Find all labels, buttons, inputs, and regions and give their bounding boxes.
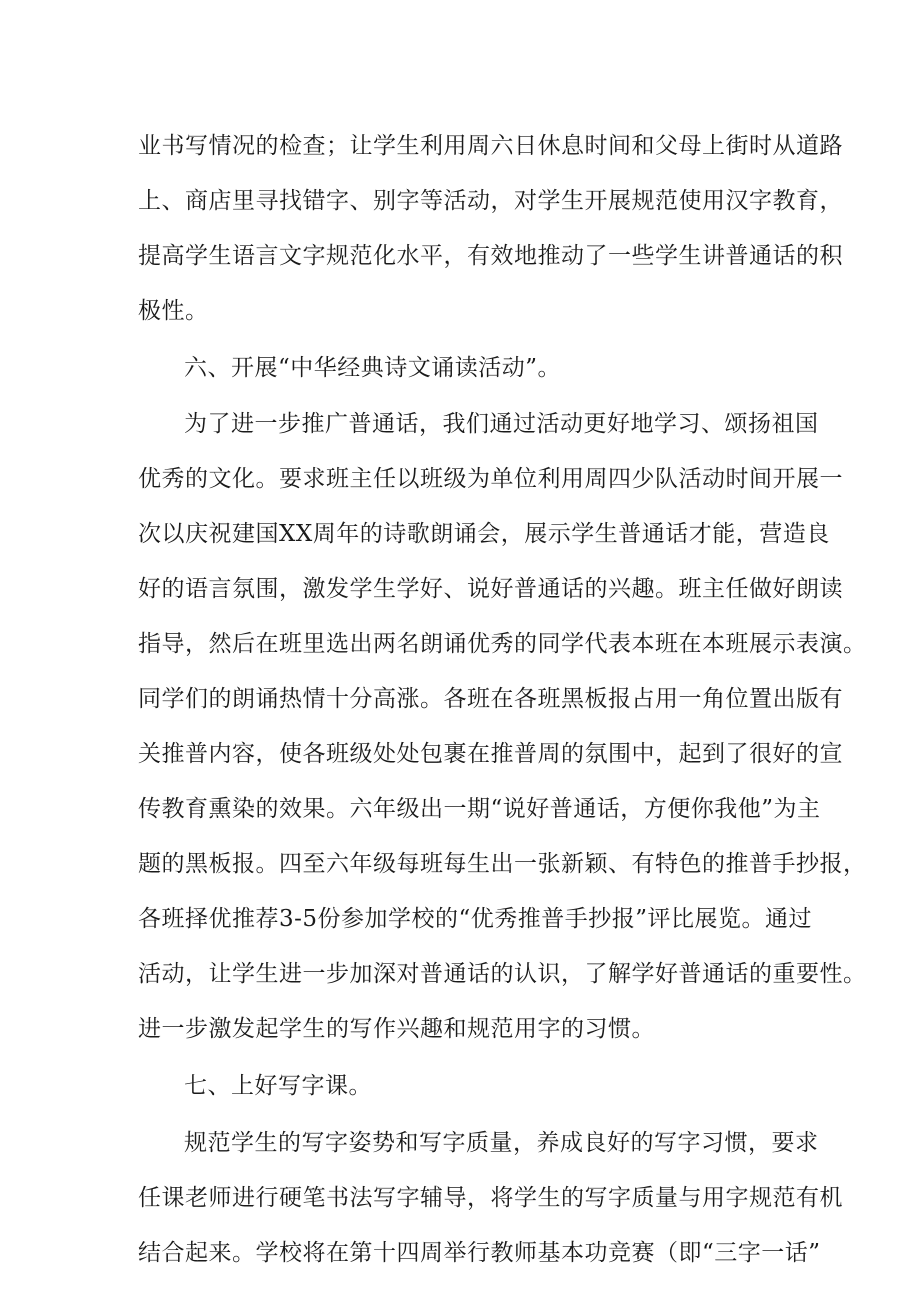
text-line: 极性。 (138, 298, 209, 324)
text-line: 次以庆祝建国XX周年的诗歌朗诵会，展示学生普通话才能，营造良 (138, 521, 830, 547)
section-heading: 七、上好写字课。 (184, 1073, 372, 1099)
text-line: 业书写情况的检查；让学生利用周六日休息时间和父母上街时从道路 (138, 133, 843, 159)
text-line: 上、商店里寻找错字、别字等活动，对学生开展规范使用汉字教育， (138, 188, 843, 214)
text-line: 进一步激发起学生的写作兴趣和规范用字的习惯。 (138, 1016, 655, 1042)
text-line: 结合起来。学校将在第十四周举行教师基本功竞赛（即“三字一话” (138, 1240, 821, 1266)
text-line: 提高学生语言文字规范化水平，有效地推动了一些学生讲普通话的积 (138, 243, 843, 269)
text-line: 各班择优推荐3-5份参加学校的“优秀推普手抄报”评比展览。通过 (138, 906, 813, 932)
text-line: 关推普内容，使各班级处处包裹在推普周的氛围中，起到了很好的宣 (138, 741, 843, 767)
text-line: 活动，让学生进一步加深对普通话的认识，了解学好普通话的重要性。 (138, 961, 867, 987)
text-line: 任课老师进行硬笔书法写字辅导，将学生的写字质量与用字规范有机 (138, 1185, 843, 1211)
text-line: 好的语言氛围，激发学生学好、说好普通话的兴趣。班主任做好朗读 (138, 576, 843, 602)
text-line: 指导，然后在班里选出两名朗诵优秀的同学代表本班在本班展示表演。 (138, 631, 867, 657)
text-line: 为了进一步推广普通话，我们通过活动更好地学习、颂扬祖国 (184, 411, 819, 437)
text-line: 同学们的朗诵热情十分高涨。各班在各班黑板报占用一角位置出版有 (138, 686, 843, 712)
text-line: 优秀的文化。要求班主任以班级为单位利用周四少队活动时间开展一 (138, 466, 843, 492)
text-line: 题的黑板报。四至六年级每班每生出一张新颖、有特色的推普手抄报， (138, 851, 867, 877)
text-line: 传教育熏染的效果。六年级出一期“说好普通话，方便你我他”为主 (138, 796, 821, 822)
section-heading: 六、开展“中华经典诗文诵读活动”。 (184, 355, 562, 381)
text-line: 规范学生的写字姿势和写字质量，养成良好的写字习惯，要求 (184, 1130, 819, 1156)
